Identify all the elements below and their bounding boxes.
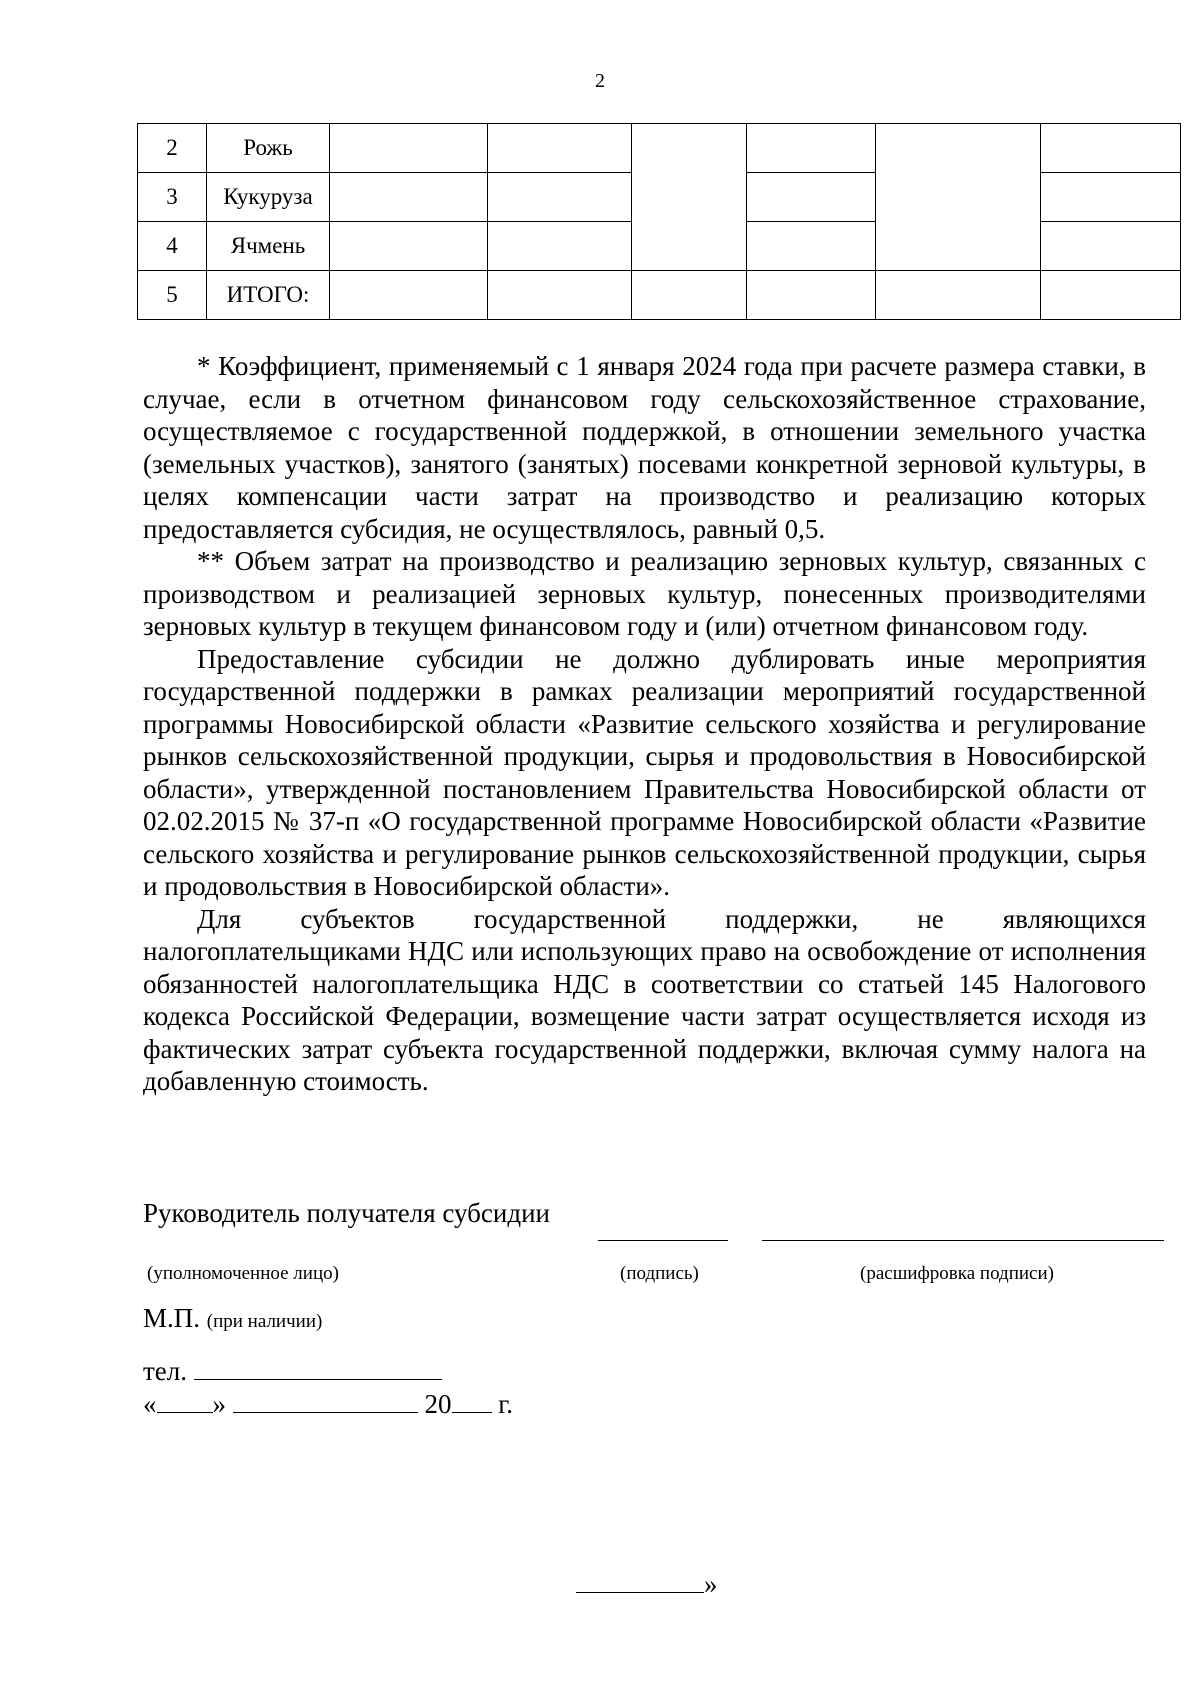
table-row (138, 271, 1181, 320)
closing-quote: » (704, 1569, 718, 1599)
empty-cell (747, 173, 876, 222)
empty-cell (1041, 222, 1181, 271)
empty-cell (632, 271, 747, 320)
empty-cell (488, 222, 632, 271)
year-suffix: г. (498, 1389, 514, 1419)
stamp-line (143, 1303, 322, 1334)
crop-name: Рожь (207, 124, 330, 173)
day-blank (157, 1388, 213, 1413)
row-number: 3 (138, 173, 207, 222)
empty-cell (1041, 271, 1181, 320)
decoding-line (762, 1240, 1164, 1241)
empty-cell (876, 271, 1041, 320)
year-blank (452, 1388, 492, 1413)
head-label: Руководитель получателя субсидии (143, 1198, 550, 1228)
stamp-label: М.П. (143, 1303, 201, 1333)
date-open-quote: « (143, 1389, 157, 1419)
phone-blank (194, 1355, 442, 1380)
paragraph-no-duplication: Предоставление субсидии не должно дублировать иные мероприятия государственной поддержки в рамках реализации мероприятий государственной программы Новосибирской области «Развитие сельского хозяйства и регулирование рынков сельскохозяйственной продукции, сырья и продовольствия в Новосибирской области», утвержденной постановлением Правительства Новосибирской области от 02.02.2015 № 37-п «О государственной программе Новосибирской области «Развитие сельского хозяйства и регулирование рынков сельскохозяйственной продукции, сырья и продовольствия в Новосибирской области». (143, 643, 1146, 901)
crop-name: Кукуруза (207, 173, 330, 222)
grain-table (137, 123, 1181, 320)
empty-cell (330, 173, 488, 222)
crop-name: Ячмень (207, 222, 330, 271)
empty-cell (488, 173, 632, 222)
paragraph-vat: Для субъектов государственной поддержки, не являющихся налогоплательщиками НДС или использующих право на освобождение от исполнения обязанностей налогоплательщика НДС в соответствии со статьей 145 Налогового кодекса Российской Федерации, возмещение части затрат осуществляется исходя из фактических затрат субъекта государственной поддержки, включая сумму налога на добавленную стоимость. (143, 903, 1146, 1096)
row-number: 2 (138, 124, 207, 173)
phone-label: тел. (143, 1356, 188, 1386)
merged-empty-cell (632, 124, 747, 271)
date-close-quote: » (212, 1389, 226, 1419)
table-row (138, 124, 1181, 173)
stamp-note: (при наличии) (206, 1311, 323, 1332)
authorized-person-caption: (уполномоченное лицо) (147, 1263, 339, 1284)
empty-cell (488, 124, 632, 173)
row-number: 4 (138, 222, 207, 271)
empty-cell (330, 271, 488, 320)
row-number: 5 (138, 271, 207, 320)
signature-line (598, 1240, 728, 1241)
crop-name: ИТОГО: (207, 271, 330, 320)
date-line (143, 1388, 513, 1420)
empty-cell (747, 271, 876, 320)
footnote-coefficient: * Коэффициент, применяемый с 1 января 2024 года при расчете размера ставки, в случае, если в отчетном финансовом году сельскохозяйственное страхование, осуществляемое с государственной поддержкой, в отношении земельного участка (земельных участков), занятого (занятых) посевами конкретной зерновой культуры, в целях компенсации части затрат на производство и реализацию которых предоставляется субсидия, не осуществлялось, равный 0,5. (143, 351, 1146, 544)
merged-empty-cell (876, 124, 1041, 271)
month-blank (233, 1388, 418, 1413)
empty-cell (1041, 173, 1181, 222)
empty-cell (1041, 124, 1181, 173)
empty-cell (330, 222, 488, 271)
body-text (143, 350, 1146, 1098)
page-number: 2 (595, 70, 605, 92)
footnote-costs: ** Объем затрат на производство и реализацию зерновых культур, связанных с производством и реализацией зерновых культур, понесенных производителями зерновых культур в текущем финансовом году и (или) отчетном финансовом году. (143, 546, 1146, 641)
year-prefix: 20 (424, 1389, 452, 1419)
empty-cell (747, 222, 876, 271)
closing-blank (576, 1568, 704, 1593)
empty-cell (488, 271, 632, 320)
closing-line (576, 1568, 718, 1600)
decoding-caption: (расшифровка подписи) (860, 1263, 1054, 1284)
phone-line (143, 1355, 442, 1387)
empty-cell (330, 124, 488, 173)
signature-caption: (подпись) (620, 1263, 699, 1284)
empty-cell (747, 124, 876, 173)
